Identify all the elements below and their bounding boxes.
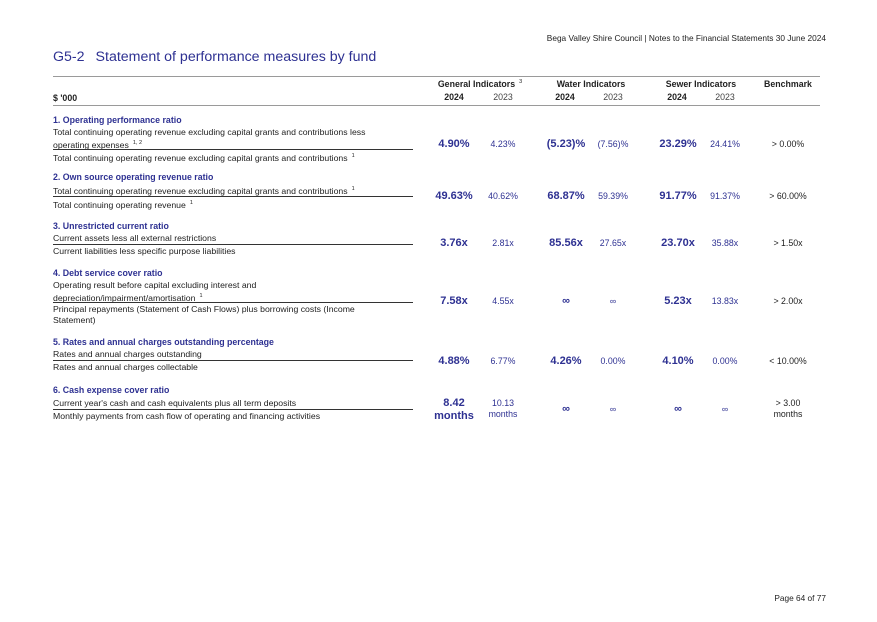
fraction-rule xyxy=(53,302,413,303)
numerator-label: Operating result before capital excluding interest and depreciation/impairment/amortisation xyxy=(53,280,257,303)
fraction-rule xyxy=(53,149,413,150)
general-2023-value xyxy=(471,398,535,420)
ratio-heading: 6. Cash expense cover ratio xyxy=(53,385,170,395)
water-indicators-header: Water Indicators xyxy=(556,79,626,89)
denominator-text xyxy=(53,304,373,326)
general-2023-number: 10.13 xyxy=(491,398,514,408)
section-title xyxy=(53,49,376,65)
page-number: Page 64 of 77 xyxy=(774,593,826,603)
denominator-text xyxy=(53,362,391,373)
footnote-ref: 1 xyxy=(351,186,355,192)
numerator-label: Current assets less all external restrictions xyxy=(53,233,217,243)
general-2023-value: 6.77% xyxy=(490,356,516,366)
footnote-ref: 1 xyxy=(351,153,355,159)
water-2023-value: 59.39% xyxy=(598,191,628,201)
sewer-2023-value: 35.88x xyxy=(711,238,739,248)
general-2024-value: 49.63% xyxy=(435,190,473,202)
numerator-label: Rates and annual charges outstanding xyxy=(53,349,202,359)
benchmark-value: < 10.00% xyxy=(769,356,807,366)
ratio-heading: 2. Own source operating revenue ratio xyxy=(53,172,214,182)
general-2023-value: 40.62% xyxy=(488,191,518,201)
water-2023-value: ∞ xyxy=(609,296,617,306)
general-year-2023: 2023 xyxy=(493,92,513,102)
sewer-2023-value: 24.41% xyxy=(710,139,740,149)
benchmark-number: > 3.00 xyxy=(775,398,801,408)
numerator-text xyxy=(53,349,391,360)
denominator-label: Current liabilities less specific purpose liabilities xyxy=(53,246,236,256)
sewer-2023-value: ∞ xyxy=(721,404,729,414)
sewer-2024-value: 5.23x xyxy=(664,295,692,307)
denominator-text xyxy=(53,411,391,422)
denominator-text xyxy=(53,198,391,211)
general-2024-value: 4.90% xyxy=(438,138,470,150)
benchmark-value: > 0.00% xyxy=(771,139,805,149)
ratio-heading: 3. Unrestricted current ratio xyxy=(53,221,169,231)
sewer-2024-value: 91.77% xyxy=(659,190,697,202)
footnote-ref: 1, 2 xyxy=(132,140,143,146)
general-2024-value: 7.58x xyxy=(440,295,468,307)
general-2024-unit: months xyxy=(434,410,474,422)
section-title-text: Statement of performance measures by fund xyxy=(95,49,377,65)
header-rule xyxy=(53,105,820,106)
numerator-label: Total continuing operating revenue excluding capital grants and contributions less operating expenses xyxy=(53,127,366,150)
numerator-text xyxy=(53,398,391,409)
numerator-label: Current year's cash and cash equivalents plus all term deposits xyxy=(53,398,297,408)
fraction-rule xyxy=(53,360,413,361)
general-2024-value: 3.76x xyxy=(440,237,468,249)
water-2024-value: 85.56x xyxy=(549,237,583,249)
fraction-rule xyxy=(53,196,413,197)
water-2023-value: (7.56)% xyxy=(597,139,629,149)
general-2023-value: 4.23% xyxy=(490,139,516,149)
water-2023-value: ∞ xyxy=(609,404,617,414)
water-2024-value: ∞ xyxy=(562,295,570,307)
denominator-label: Rates and annual charges collectable xyxy=(53,362,198,372)
general-2024-value: 4.88% xyxy=(438,355,470,367)
sewer-indicators-header: Sewer Indicators xyxy=(665,79,737,89)
ratio-heading: 5. Rates and annual charges outstanding percentage xyxy=(53,337,274,347)
sewer-2024-value: 23.70x xyxy=(661,237,695,249)
document-header: Bega Valley Shire Council | Notes to the Financial Statements 30 June 2024 xyxy=(546,33,826,43)
numerator-text xyxy=(53,233,391,244)
footnote-ref: 1 xyxy=(199,293,203,299)
water-2024-value: (5.23)% xyxy=(546,138,586,150)
sewer-2023-value: 0.00% xyxy=(712,356,738,366)
benchmark-value: > 1.50x xyxy=(773,238,803,248)
denominator-text xyxy=(53,246,391,257)
unit-label: $ '000 xyxy=(53,93,78,103)
sewer-2024-value: 23.29% xyxy=(659,138,697,150)
sewer-2023-value: 91.37% xyxy=(710,191,740,201)
footnote-ref: 1 xyxy=(189,200,193,206)
ratio-heading: 4. Debt service cover ratio xyxy=(53,268,163,278)
benchmark-value xyxy=(756,398,820,420)
sewer-2024-value: 4.10% xyxy=(662,355,694,367)
general-indicators-label: General Indicators xyxy=(437,79,516,89)
ratio-heading: 1. Operating performance ratio xyxy=(53,115,182,125)
benchmark-value: > 60.00% xyxy=(769,191,807,201)
table-top-rule xyxy=(53,76,820,77)
general-2023-value: 2.81x xyxy=(492,238,514,248)
denominator-text xyxy=(53,151,391,164)
general-2023-value: 4.55x xyxy=(492,296,514,306)
water-2023-value: 27.65x xyxy=(599,238,627,248)
sewer-year-2023: 2023 xyxy=(715,92,735,102)
fraction-rule xyxy=(53,409,413,410)
numerator-text xyxy=(53,280,293,304)
benchmark-unit: months xyxy=(773,409,803,419)
water-year-2024: 2024 xyxy=(555,92,575,102)
denominator-label: Monthly payments from cash flow of operating and financing activities xyxy=(53,411,321,421)
general-2024-number: 8.42 xyxy=(443,397,465,409)
sewer-year-2024: 2024 xyxy=(667,92,687,102)
water-2023-value: 0.00% xyxy=(600,356,626,366)
water-2024-value: 68.87% xyxy=(547,190,585,202)
denominator-label: Principal repayments (Statement of Cash Flows) plus borrowing costs (Income Statement) xyxy=(53,304,355,325)
benchmark-value: > 2.00x xyxy=(773,296,803,306)
water-2024-value: ∞ xyxy=(562,403,570,415)
fraction-rule xyxy=(53,244,413,245)
sewer-2024-value: ∞ xyxy=(674,403,682,415)
general-indicators-header xyxy=(430,79,530,89)
numerator-label: Total continuing operating revenue excluding capital grants and contributions xyxy=(53,186,348,196)
general-indicators-note: 3 xyxy=(519,79,523,86)
numerator-text xyxy=(53,127,391,151)
general-2023-unit: months xyxy=(488,409,518,419)
denominator-label: Total continuing operating revenue excluding capital grants and contributions xyxy=(53,153,348,163)
water-year-2023: 2023 xyxy=(603,92,623,102)
sewer-2023-value: 13.83x xyxy=(711,296,739,306)
section-number: G5-2 xyxy=(53,49,85,65)
water-2024-value: 4.26% xyxy=(550,355,582,367)
denominator-label: Total continuing operating revenue xyxy=(53,200,186,210)
benchmark-header: Benchmark xyxy=(764,79,812,89)
general-year-2024: 2024 xyxy=(444,92,464,102)
